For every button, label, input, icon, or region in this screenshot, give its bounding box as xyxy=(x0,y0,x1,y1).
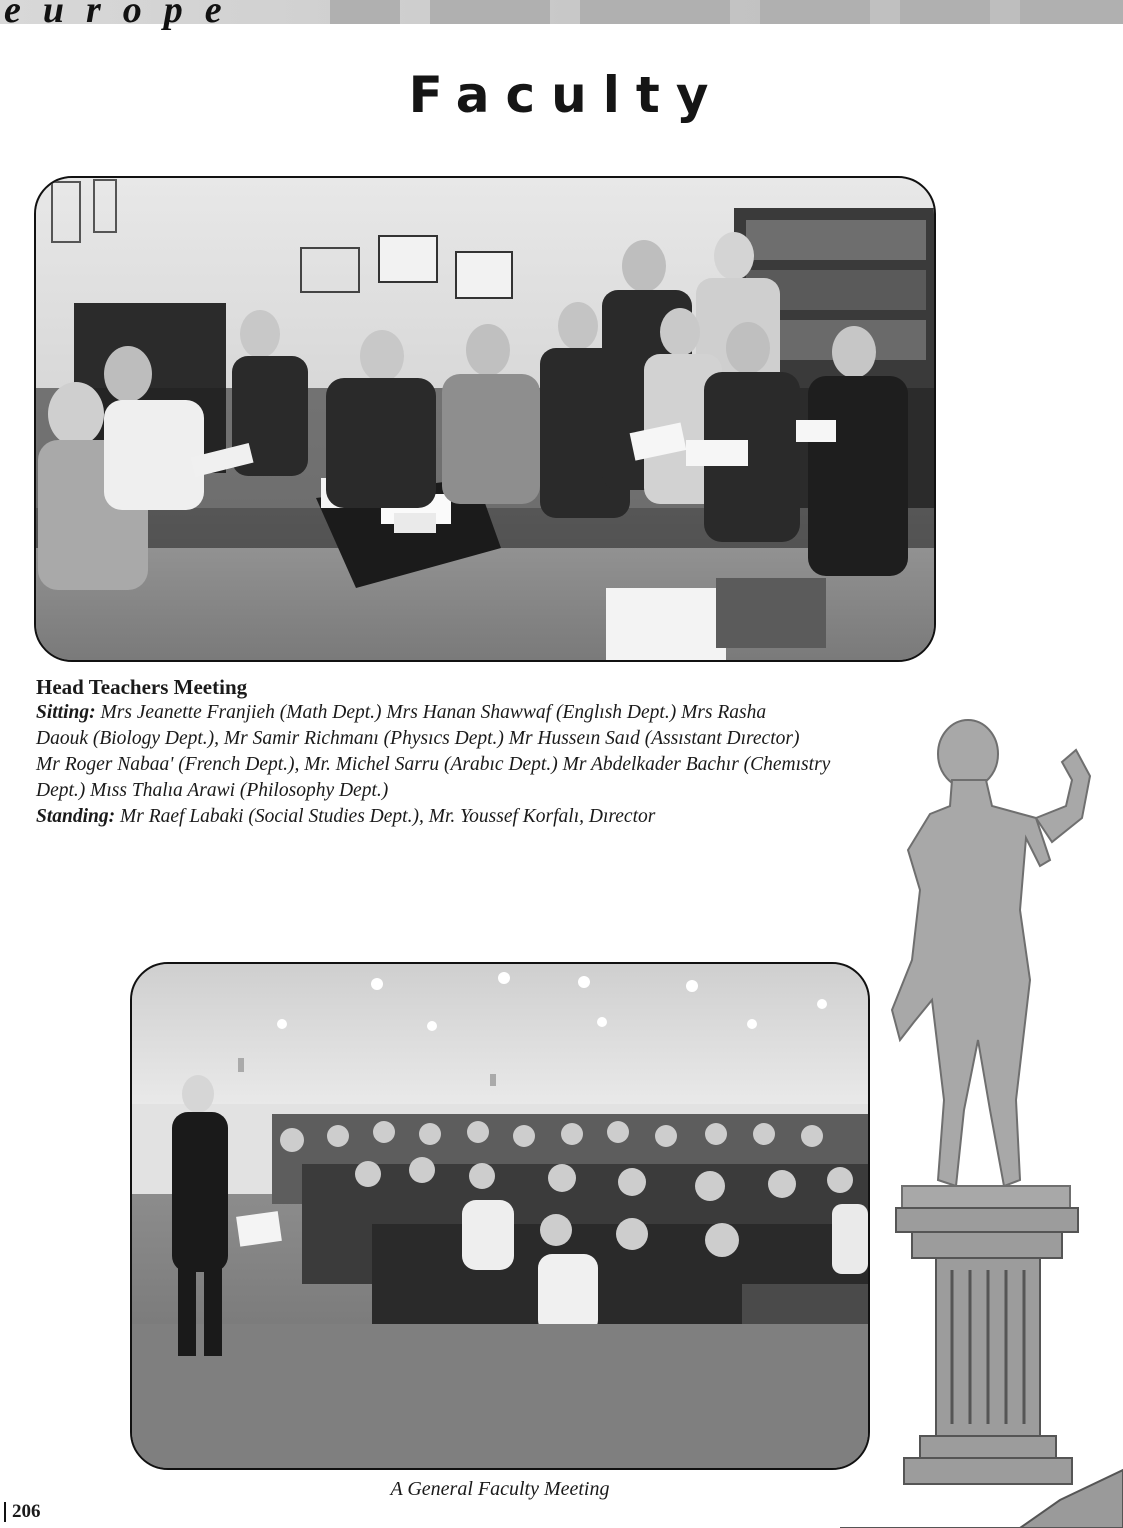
sitting-label: Sitting: xyxy=(36,702,96,723)
caption-sitting-line-1 xyxy=(36,700,936,726)
photo-head-teachers-meeting xyxy=(34,176,936,662)
section-header-word: europe xyxy=(4,0,244,31)
general-meeting-caption: A General Faculty Meeting xyxy=(390,1478,610,1500)
caption-sitting-line-2: Daouk (Biology Dept.), Mr Samir Richmanı (Physıcs Dept.) Mr Husseın Saıd (Assıstant Dırector) xyxy=(36,728,800,749)
head-teachers-caption xyxy=(36,674,936,830)
standing-text: Mr Raef Labaki (Social Studies Dept.), Mr. Youssef Korfalı, Dırector xyxy=(115,806,656,827)
statue-illustration xyxy=(840,710,1123,1528)
photo-general-faculty-meeting-image xyxy=(132,964,868,1468)
caption-standing-line xyxy=(36,804,936,830)
photo-general-faculty-meeting xyxy=(130,962,870,1470)
caption-title: Head Teachers Meeting xyxy=(36,675,248,699)
photo-head-teachers-meeting-image xyxy=(36,178,934,660)
caption-sitting-line-4: Dept.) Mıss Thalıa Arawi (Philosophy Dept.) xyxy=(36,780,389,801)
standing-label: Standing: xyxy=(36,806,116,827)
caption-sitting-line-3: Mr Roger Nabaa' (French Dept.), Mr. Michel Sarru (Arabıc Dept.) Mr Abdelkader Bachır (Chemıstry xyxy=(36,754,831,775)
page-number: 206 xyxy=(4,1502,41,1522)
page-title: Faculty xyxy=(408,66,725,124)
sitting-text-1: Mrs Jeanette Franjieh (Math Dept.) Mrs Hanan Shawwaf (Englısh Dept.) Mrs Rasha xyxy=(95,702,767,723)
